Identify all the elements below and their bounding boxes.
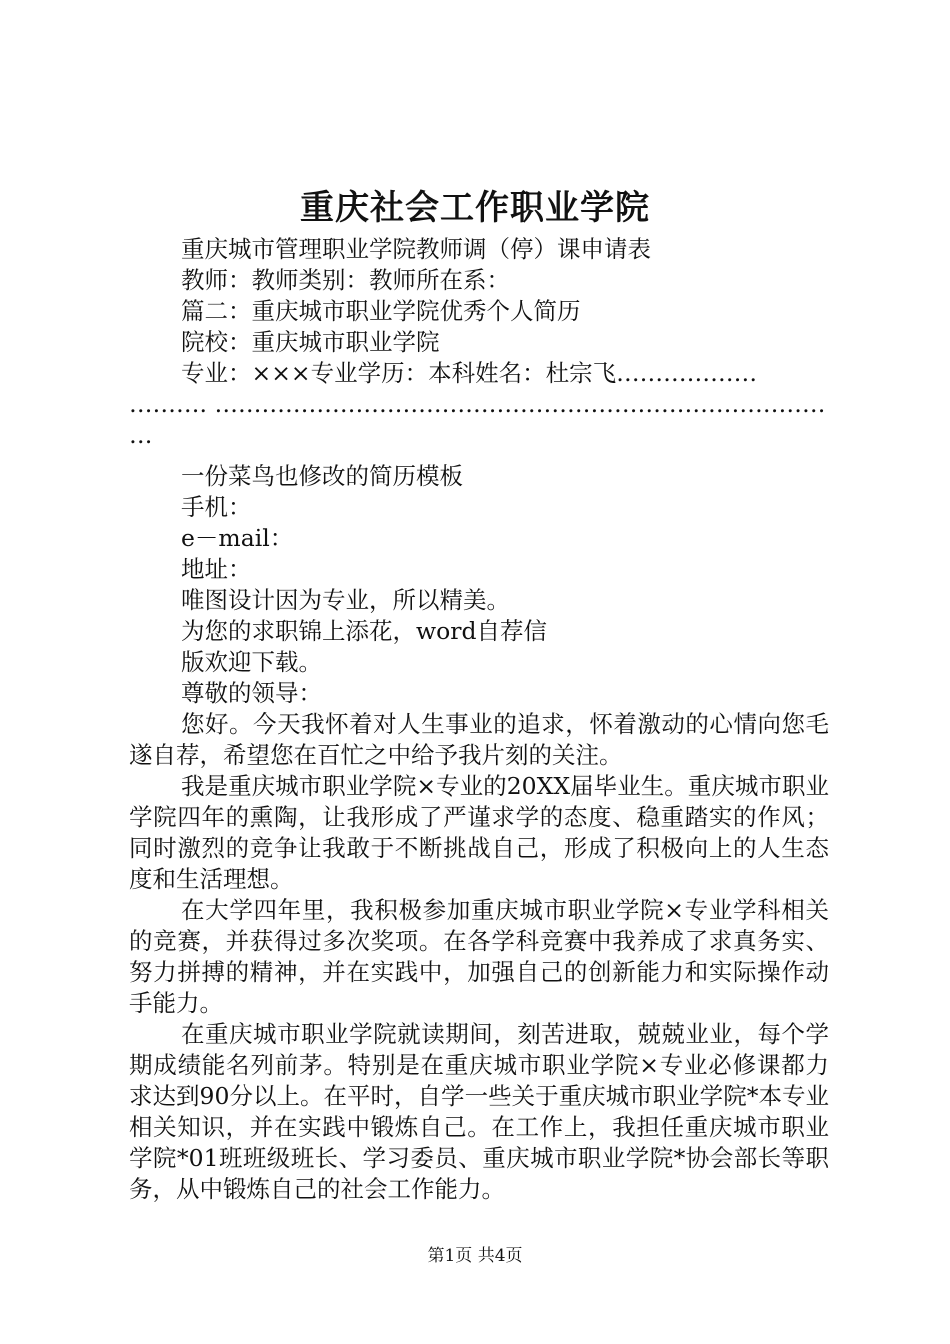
resume-template-line: 一份菜鸟也修改的简历模板 (181, 462, 463, 490)
document-body (129, 234, 829, 1205)
address-label: 地址： (181, 555, 252, 583)
paragraph-competitions: 在大学四年里，我积极参加重庆城市职业学院×专业学科相关的竞赛，并获得过多次奖项。在各学科竞赛中我养成了求真务实、努力拼搏的精神，并在实践中，加强自己的创新能力和实际操作动手能力。 (129, 896, 829, 1017)
dotted-leader-line: ………. …………………………………………………………………… (129, 390, 826, 418)
slogan-line: 唯图设计因为专业，所以精美。 (181, 586, 510, 614)
school-line: 院校：重庆城市职业学院 (181, 328, 440, 356)
download-line: 版欢迎下载。 (181, 648, 322, 676)
document-title: 重庆社会工作职业学院 (300, 188, 650, 228)
email-label: e－mail： (181, 524, 294, 552)
form-title-line: 重庆城市管理职业学院教师调（停）课申请表 (181, 235, 651, 263)
promo-line: 为您的求职锦上添花，word自荐信 (181, 617, 548, 645)
dotted-leader-tail: … (129, 421, 153, 449)
section-heading-line: 篇二：重庆城市职业学院优秀个人简历 (181, 297, 581, 325)
teacher-info-line: 教师：教师类别：教师所在系： (181, 266, 510, 294)
spacer (129, 451, 829, 461)
major-education-name-line: 专业：×××专业学历：本科姓名：杜宗飞……………… (181, 359, 758, 387)
salutation-line: 尊敬的领导： (181, 679, 322, 707)
page-footer: 第1页 共4页 (427, 1246, 523, 1266)
paragraph-greeting: 您好。今天我怀着对人生事业的追求，怀着激动的心情向您毛遂自荐，希望您在百忙之中给予我片刻的关注。 (129, 710, 829, 769)
paragraph-studies-work: 在重庆城市职业学院就读期间，刻苦进取，兢兢业业，每个学期成绩能名列前茅。特别是在重庆城市职业学院×专业必修课都力求达到90分以上。在平时，自学一些关于重庆城市职业学院*本专业相关知识，并在实践中锻炼自己。在工作上，我担任重庆城市职业学院*01班班级班长、学习委员、重庆城市职业学院*协会部长等职务，从中锻炼自己的社会工作能力。 (129, 1020, 829, 1203)
phone-label: 手机： (181, 493, 252, 521)
paragraph-introduction: 我是重庆城市职业学院×专业的20XX届毕业生。重庆城市职业学院四年的熏陶，让我形成了严谨求学的态度、稳重踏实的作风；同时激烈的竞争让我敢于不断挑战自己，形成了积极向上的人生态度和生活理想。 (129, 772, 829, 893)
